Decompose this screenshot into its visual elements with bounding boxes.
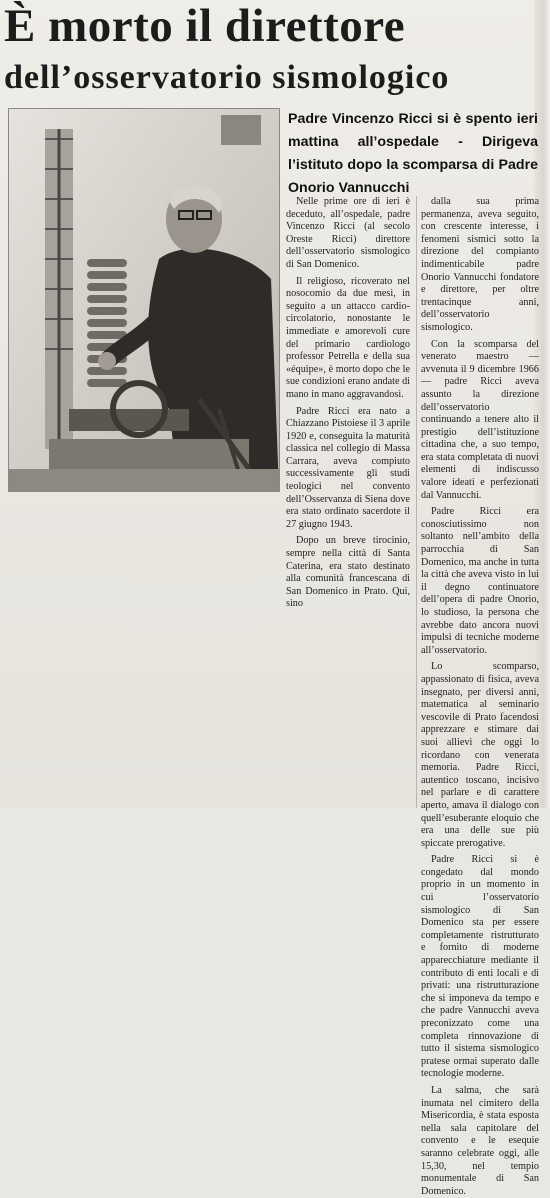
column-divider bbox=[416, 196, 417, 808]
article-column-left bbox=[286, 196, 410, 610]
paragraph: Nelle prime ore di ieri è deceduto, all’ospedale, padre Vincenzo Ricci (al secolo Oreste Ricci) direttore dell’osservatorio sismologico di San Domenico. bbox=[286, 196, 410, 270]
headline-line-1: È morto il direttore bbox=[4, 0, 406, 52]
seismograph-photo bbox=[8, 108, 280, 492]
paragraph: Padre Ricci era nato a Chiazzano Pistoiese il 3 aprile 1920 e, conseguita la maturità classica nel collegio di Massa Carrara, aveva compiuto successivamente gli studi teologici nel convento dell’Osservanza di Siena dove era stato ordinato sacerdote il 27 giugno 1943. bbox=[286, 405, 410, 530]
subheadline: Padre Vincenzo Ricci si è spento ieri mattina all’ospedale - Dirigeva l’istituto dopo la scomparsa di Padre Onorio Vannucchi bbox=[288, 111, 538, 196]
paragraph: Dopo un breve tirocinio, sempre nella città di Santa Caterina, era stato destinato alla comunità francescana di San Domenico in Prato. Qui, sino bbox=[286, 535, 410, 610]
paragraph: Il religioso, ricoverato nel nosocomio da due mesi, in seguito a un attacco cardio-circolatorio, nonostante le immediate e amorevoli cure del primario cardiologo professor Petrella e della sua «équipe», è morto dopo che le sue condizioni erano andate di mano in mano aggravandosi. bbox=[286, 275, 410, 400]
article-column-right bbox=[421, 196, 539, 1197]
paragraph: Padre Ricci si è congedato dal mondo proprio in un momento in cui l’osservatorio sismologico di San Domenico sta per essere completamente ristrutturato e fornito di moderne apparecchiature mediante il contributo di enti locali e di privati: una ristrutturazione che si imponeva da tempo e che padre Vannucchi aveva preconizzato come una completa rinnovazione di tutto il sistema sismologico pratese ormai superato dalle tecnologie moderne. bbox=[421, 854, 539, 1080]
headline-line-2: dell’osservatorio sismologico bbox=[4, 59, 450, 96]
paragraph: Con la scomparsa del venerato maestro — avvenuta il 9 dicembre 1966 — padre Ricci aveva assunto la direzione dell’osservatorio continuando a tenere alto il prestigio dell’istituzione cittadina che, a suo tempo, era stata completata di nuovi elementi di indiscusso valore ideati e perfezionati dal Vannucchi. bbox=[421, 338, 539, 501]
paragraph: La salma, che sarà inumata nel cimitero della Misericordia, è stata esposta nella sala capitolare del convento e le esequie saranno celebrate oggi, alle 15,30, nel tempio monumentale di San Domenico. bbox=[421, 1084, 539, 1197]
paragraph: dalla sua prima permanenza, aveva seguito, con crescente interesse, i fenomeni sismici sotto la direzione del compianto indimenticabile padre Onorio Vannucchi fondatore e direttore, per oltre trentacinque anni, dell’osservatorio sismologico. bbox=[421, 196, 539, 333]
photo-illustration bbox=[9, 109, 279, 491]
paragraph: Lo scomparso, appassionato di fisica, aveva insegnato, per diversi anni, matematica al seminario vescovile di Prato facendosi apprezzare e stimare dai suoi allievi che oggi lo ricordano con venerata memoria. Padre Ricci, autentico toscano, incisivo nel parlare e di carattere aperto, amava il dialogo con quell’esuberante eloquio che era una delle sue più spiccate prerogative. bbox=[421, 661, 539, 849]
paragraph: Padre Ricci era conosciutissimo non soltanto nell’ambito della parrocchia di San Domenico, ma anche in tutta la città che aveva visto in lui il degno continuatore dell’opera di padre Onorio, lo studioso, la persona che avrebbe dato ancora nuovi impulsi di tecniche moderne all’osservatorio. bbox=[421, 506, 539, 656]
wall-frame bbox=[221, 115, 261, 145]
